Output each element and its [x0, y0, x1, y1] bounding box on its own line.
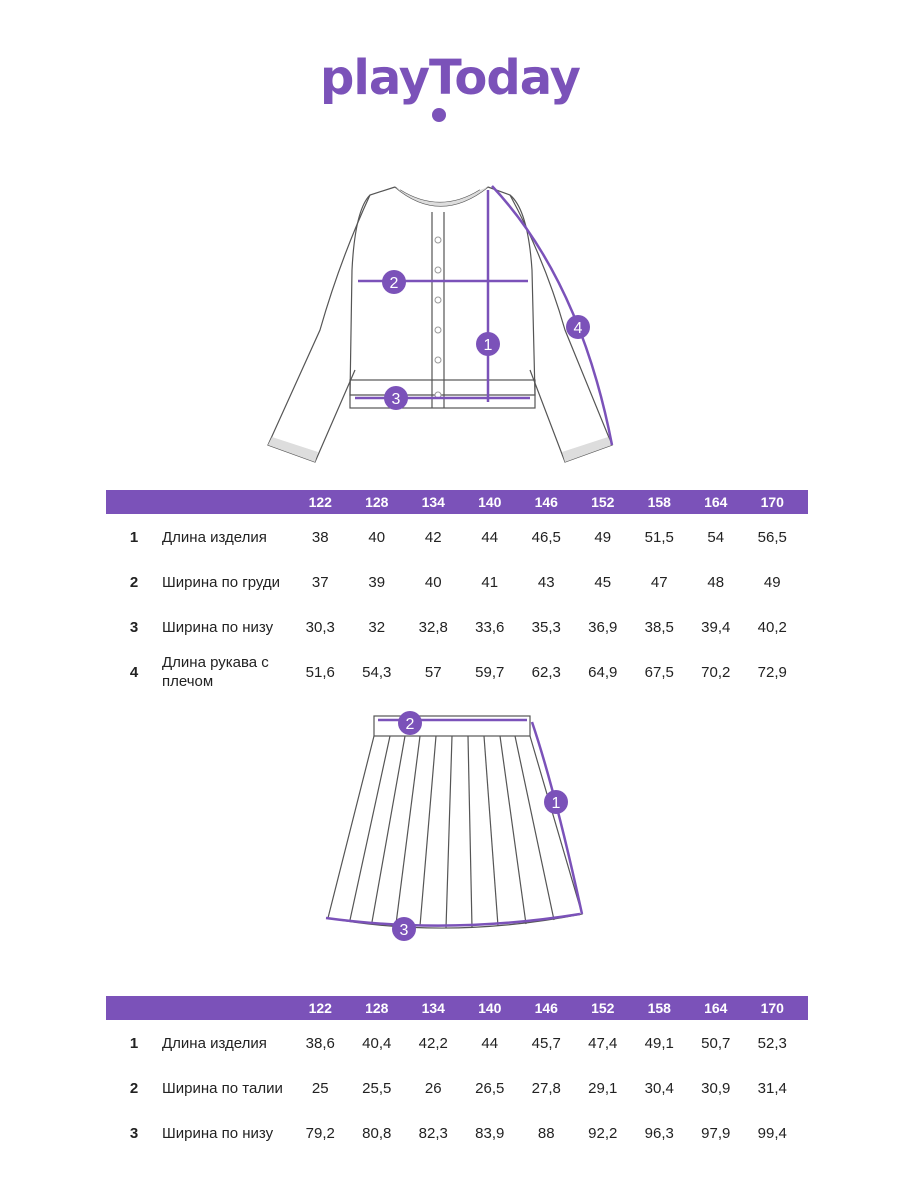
marker-4-label: 4: [573, 320, 583, 337]
cell: 32,8: [418, 618, 448, 636]
table-row: [106, 607, 808, 647]
cell: 40,4: [362, 1034, 392, 1052]
cell: 97,9: [701, 1124, 731, 1142]
cell: 33,6: [475, 618, 505, 636]
table-row: [106, 1068, 808, 1108]
size-header: 164: [704, 494, 728, 510]
cell: 80,8: [362, 1124, 392, 1142]
row-label: Длина рукава с плечом: [162, 654, 269, 690]
cell: 51,5: [644, 528, 674, 546]
row-label: Ширина по низу: [162, 1124, 274, 1142]
size-header: 170: [760, 494, 784, 510]
cell: 38,6: [305, 1034, 335, 1052]
size-header: 146: [534, 1000, 558, 1016]
skirt-measure-lines: [326, 720, 582, 926]
cell: 42: [424, 528, 442, 546]
size-header: 122: [308, 1000, 332, 1016]
cell: 51,6: [305, 663, 335, 681]
row-number: 4: [129, 663, 139, 681]
marker-2-label: 2: [389, 275, 399, 292]
cell: 40,2: [757, 618, 787, 636]
skirt-size-table: [106, 996, 808, 1166]
row-number: 3: [129, 618, 139, 636]
row-number: 1: [129, 1034, 139, 1052]
cell: 39: [368, 573, 386, 591]
cell: 70,2: [701, 663, 731, 681]
table-row: [106, 1113, 808, 1153]
cell: 35,3: [531, 618, 561, 636]
cell: 45: [594, 573, 612, 591]
cell: 82,3: [418, 1124, 448, 1142]
cardigan-trim: [268, 187, 612, 462]
cell: 64,9: [588, 663, 618, 681]
cell: 49: [763, 573, 781, 591]
cell: 43: [537, 573, 555, 591]
cell: 54,3: [362, 663, 392, 681]
size-header: 152: [591, 1000, 615, 1016]
size-header: 152: [591, 494, 615, 510]
cell: 72,9: [757, 663, 787, 681]
size-header: 158: [647, 494, 671, 510]
row-number: 3: [129, 1124, 139, 1142]
cell: 38,5: [644, 618, 674, 636]
cell: 88: [537, 1124, 555, 1142]
cardigan-outline: [268, 187, 612, 462]
cell: 96,3: [644, 1124, 674, 1142]
row-label: Длина изделия: [162, 528, 267, 546]
size-header: 122: [308, 494, 332, 510]
skirt-illustration: [0, 700, 900, 960]
cell: 52,3: [757, 1034, 787, 1052]
size-header: 164: [704, 1000, 728, 1016]
size-header: 158: [647, 1000, 671, 1016]
cell: 27,8: [531, 1079, 561, 1097]
cell: 40: [368, 528, 386, 546]
cell: 41: [481, 573, 499, 591]
cell: 46,5: [531, 528, 561, 546]
table-row: [106, 562, 808, 602]
row-label: Ширина по талии: [162, 1079, 283, 1097]
cell: 39,4: [701, 618, 731, 636]
table-row: [106, 652, 808, 692]
size-header: 140: [478, 1000, 502, 1016]
table-header: [106, 490, 808, 514]
cell: 67,5: [644, 663, 674, 681]
marker-3-label: 3: [399, 922, 409, 939]
cell: 59,7: [475, 663, 505, 681]
cell: 49: [594, 528, 612, 546]
cell: 44: [481, 528, 499, 546]
cell: 32: [368, 618, 386, 636]
cell: 47: [650, 573, 668, 591]
cell: 48: [707, 573, 725, 591]
size-header: 134: [421, 494, 445, 510]
cell: 62,3: [531, 663, 561, 681]
cardigan-buttons: [435, 237, 441, 398]
size-header: 170: [760, 1000, 784, 1016]
size-header: 134: [421, 1000, 445, 1016]
cell: 54: [707, 528, 725, 546]
cell: 25,5: [362, 1079, 392, 1097]
cell: 25: [311, 1079, 329, 1097]
cell: 92,2: [588, 1124, 618, 1142]
cell: 30,4: [644, 1079, 674, 1097]
marker-1-label: 1: [483, 337, 493, 354]
table-header: [106, 996, 808, 1020]
cell: 57: [424, 663, 442, 681]
marker-2-label: 2: [405, 716, 415, 733]
cell: 26,5: [475, 1079, 505, 1097]
row-label: Длина изделия: [162, 1034, 267, 1052]
cell: 49,1: [644, 1034, 674, 1052]
cell: 30,9: [701, 1079, 731, 1097]
cell: 38: [311, 528, 329, 546]
cell: 50,7: [701, 1034, 731, 1052]
cell: 29,1: [588, 1079, 618, 1097]
table-row: [106, 1023, 808, 1063]
cell: 37: [311, 573, 329, 591]
cell: 30,3: [305, 618, 335, 636]
row-label: Ширина по низу: [162, 618, 274, 636]
row-number: 2: [129, 1079, 139, 1097]
skirt-outline: [328, 716, 582, 928]
cell: 45,7: [531, 1034, 561, 1052]
cell: 56,5: [757, 528, 787, 546]
cell: 40: [424, 573, 442, 591]
cell: 47,4: [588, 1034, 618, 1052]
size-header: 128: [365, 494, 389, 510]
size-header: 146: [534, 494, 558, 510]
cardigan-illustration: [0, 0, 900, 480]
row-number: 1: [129, 528, 139, 546]
marker-3-label: 3: [391, 391, 401, 408]
brand-logo-text: playToday: [320, 50, 580, 106]
marker-1-label: 1: [551, 795, 561, 812]
size-header: 140: [478, 494, 502, 510]
cell: 83,9: [475, 1124, 505, 1142]
cell: 36,9: [588, 618, 618, 636]
cell: 99,4: [757, 1124, 787, 1142]
size-header: 128: [365, 1000, 389, 1016]
cardigan-size-table: [106, 490, 808, 700]
cell: 79,2: [305, 1124, 335, 1142]
cell: 26: [424, 1079, 442, 1097]
table-row: [106, 517, 808, 557]
row-number: 2: [129, 573, 139, 591]
row-label: Ширина по груди: [162, 573, 281, 591]
cell: 42,2: [418, 1034, 448, 1052]
cell: 31,4: [757, 1079, 787, 1097]
cell: 44: [481, 1034, 499, 1052]
cardigan-markers: [382, 270, 590, 410]
